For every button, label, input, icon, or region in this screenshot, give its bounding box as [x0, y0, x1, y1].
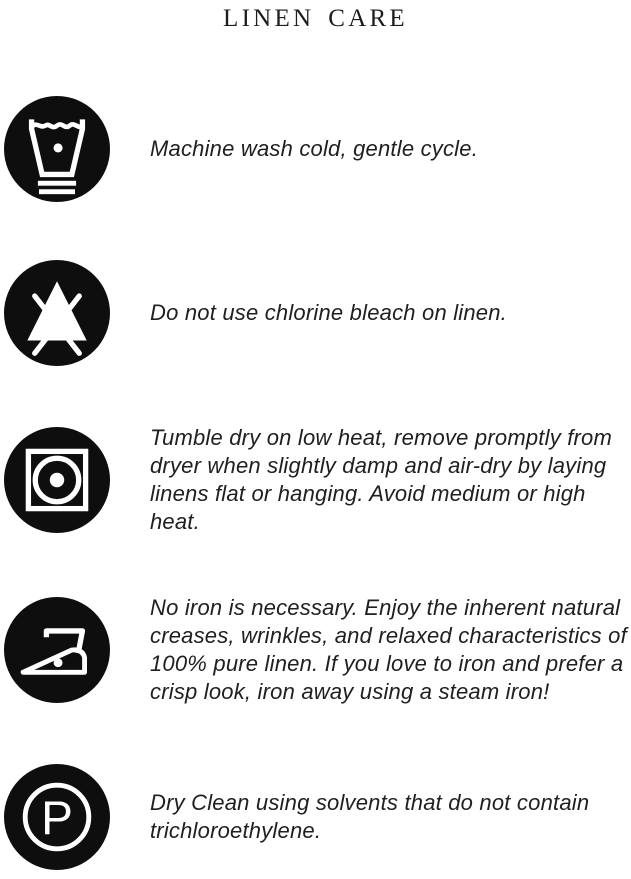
- machine-wash-icon: [4, 96, 110, 202]
- do-not-bleach-icon: [4, 260, 110, 366]
- dry-clean-icon: [4, 764, 110, 870]
- care-instruction-text: Dry Clean using solvents that do not contain trichloroethylene.: [150, 790, 590, 843]
- care-row-do-not-bleach: [4, 260, 631, 366]
- tumble-dry-low-icon: [4, 427, 110, 533]
- care-instruction-text: No iron is necessary. Enjoy the inherent natural creases, wrinkles, and relaxed characteristics of 100% pure linen. If you love to iron and prefer a crisp look, iron away using a steam iron!: [150, 595, 627, 704]
- care-instruction-text: Do not use chlorine bleach on linen.: [150, 300, 507, 325]
- care-instruction-text: Tumble dry on low heat, remove promptly from dryer when slightly damp and air-dry by laying linens flat or hanging. Avoid medium or high heat.: [150, 425, 613, 534]
- care-instruction-text: Machine wash cold, gentle cycle.: [150, 136, 479, 161]
- page-title: LINEN CARE: [223, 5, 408, 32]
- care-row-dry-clean: [4, 764, 631, 870]
- care-row-iron: [4, 594, 631, 706]
- dry-clean-letter: P: [41, 791, 73, 845]
- care-row-tumble-dry: [4, 424, 631, 536]
- iron-icon: [4, 597, 110, 703]
- care-instruction-list: [0, 96, 631, 870]
- care-row-machine-wash: [4, 96, 631, 202]
